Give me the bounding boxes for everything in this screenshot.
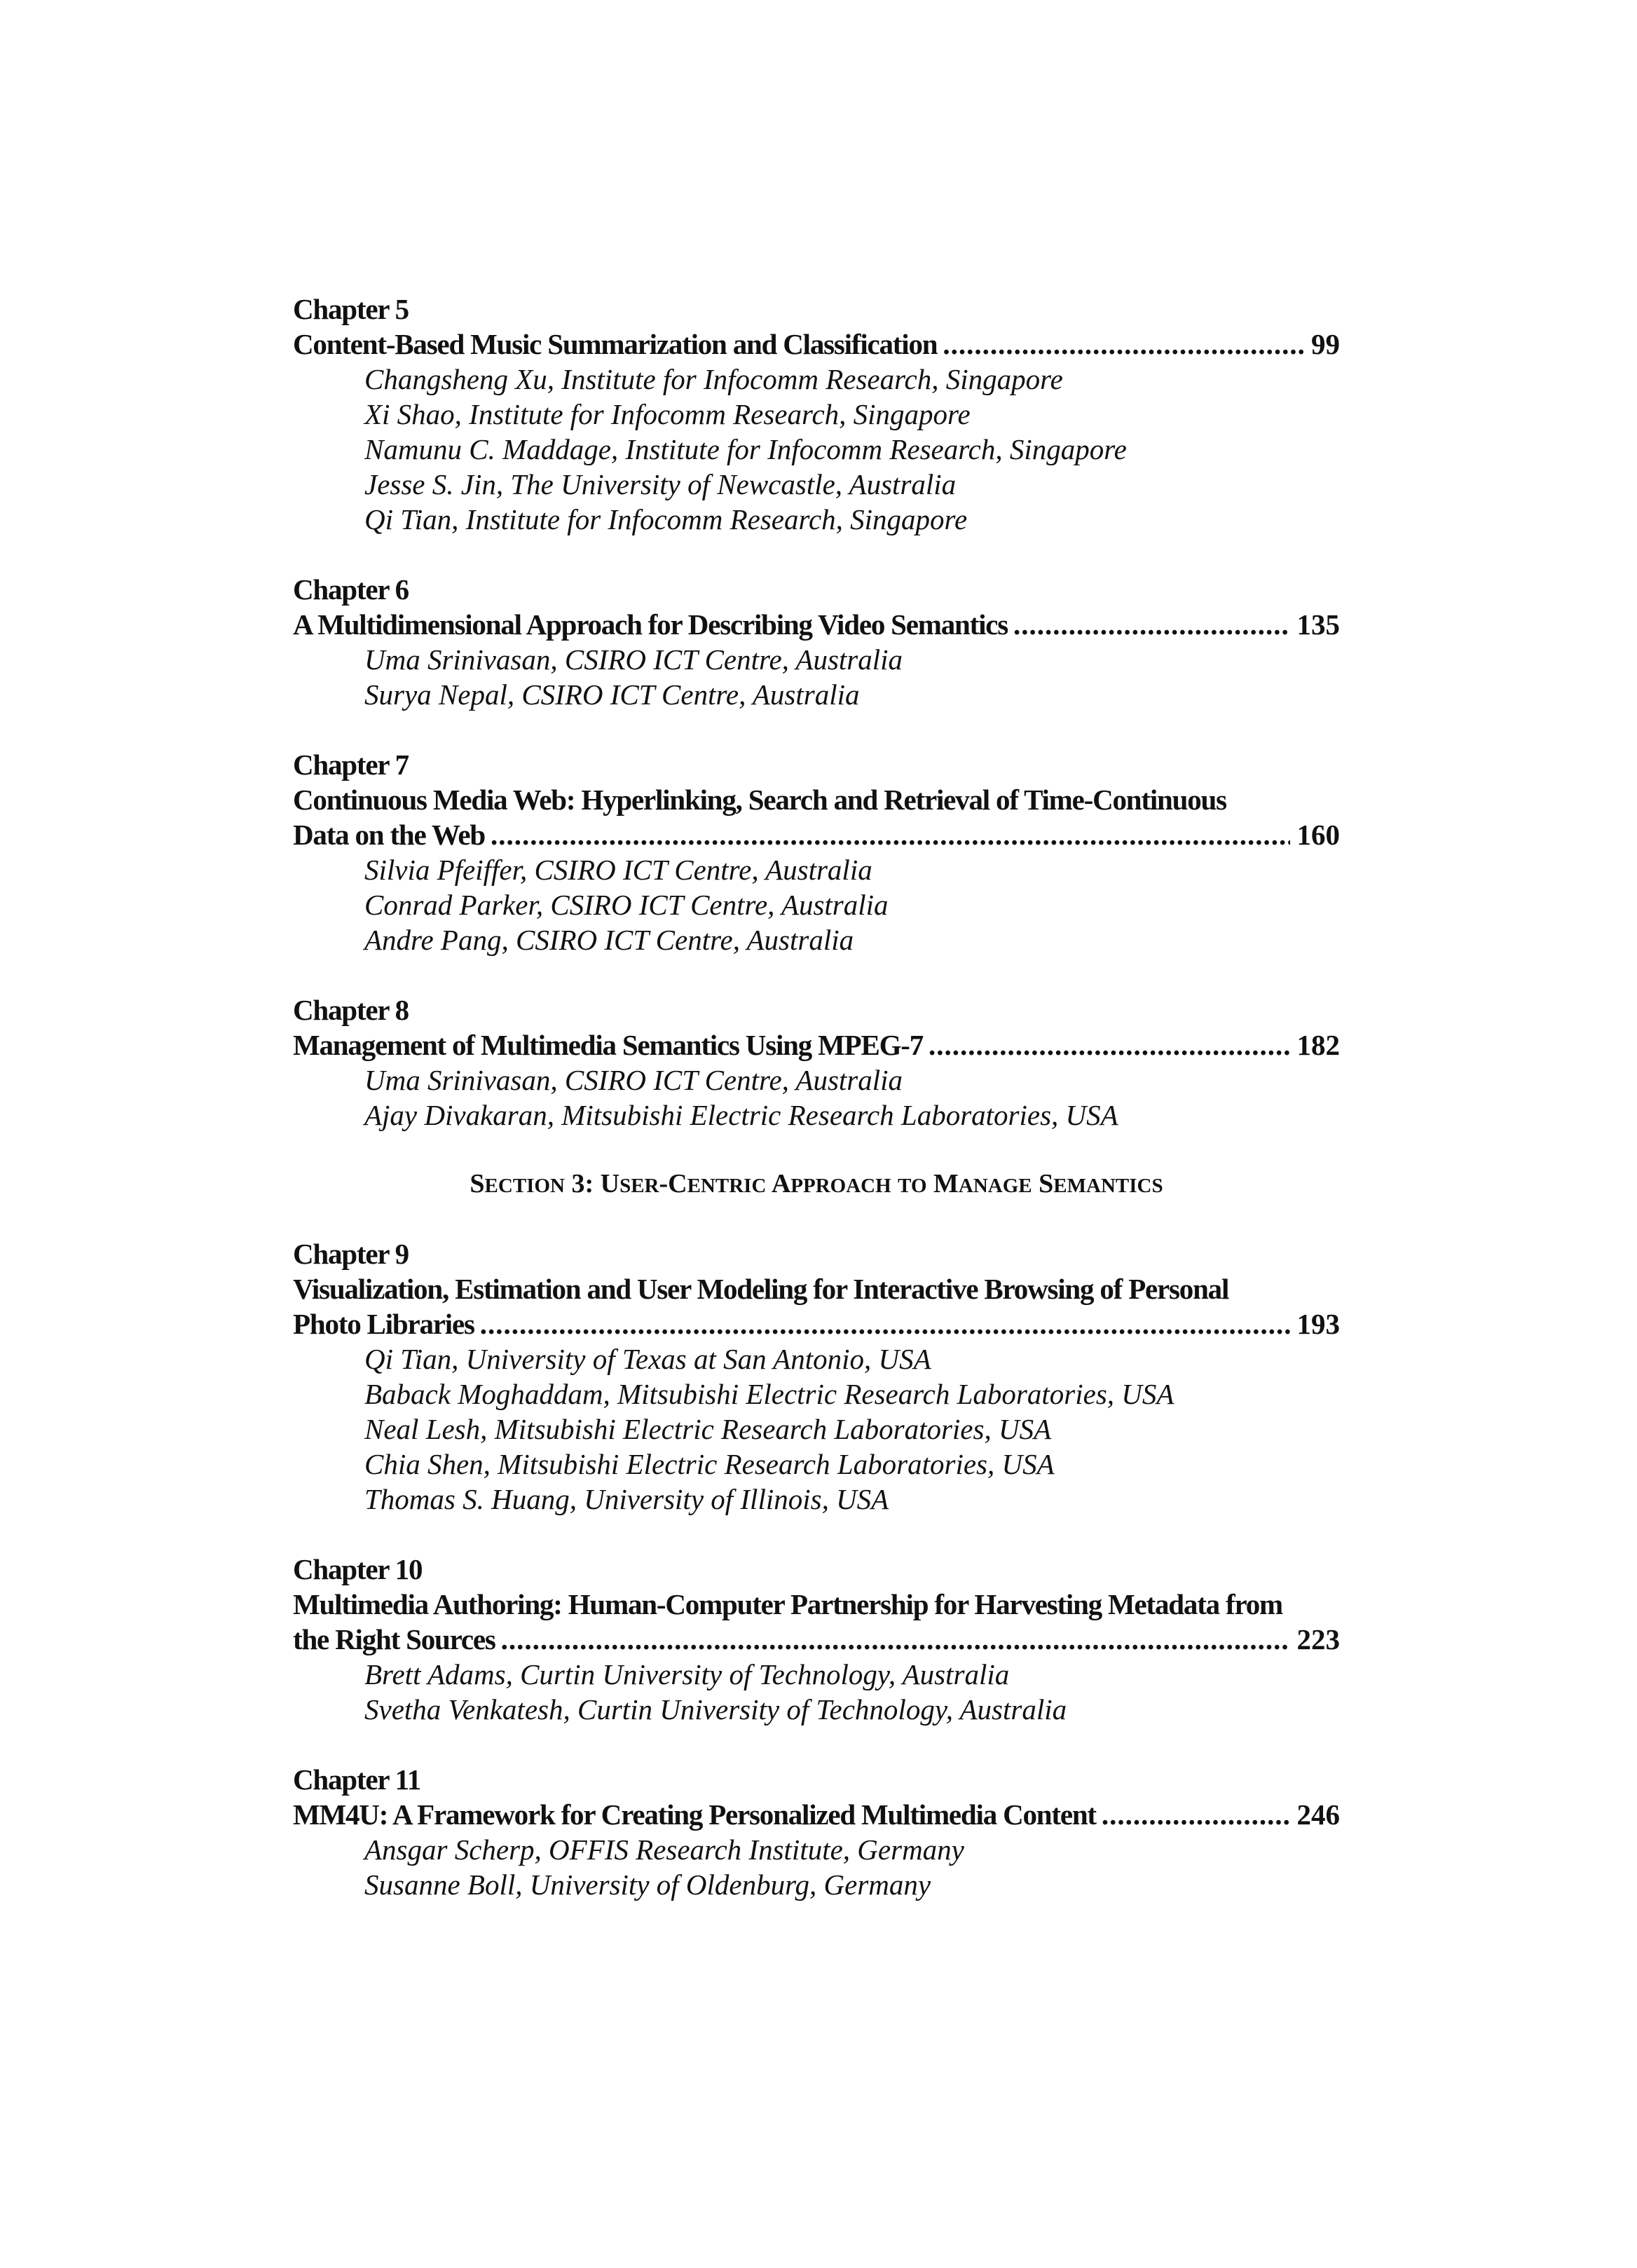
author-line: Changsheng Xu, Institute for Infocomm Research, Singapore (364, 363, 1063, 395)
chapter-label: Chapter 6 (293, 573, 409, 606)
author-line: Qi Tian, Institute for Infocomm Research, Singapore (364, 503, 968, 535)
chapter-title: Data on the Web (293, 819, 485, 851)
chapter-11-entry (293, 1762, 1340, 1902)
chapter-5-entry (293, 292, 1340, 537)
page-number: 193 (1296, 1308, 1340, 1340)
chapter-label: Chapter 7 (293, 749, 409, 781)
author-line: Chia Shen, Mitsubishi Electric Research Laboratories, USA (364, 1448, 1055, 1480)
section-heading-part: ENTRIC (687, 1175, 767, 1197)
section-heading-part: S (1039, 1169, 1054, 1198)
page-number: 182 (1296, 1029, 1340, 1061)
chapter-title: Photo Libraries (293, 1308, 474, 1340)
author-line: Andre Pang, CSIRO ICT Centre, Australia (364, 924, 854, 956)
author-line: Ajay Divakaran, Mitsubishi Electric Research Laboratories, USA (364, 1099, 1118, 1131)
author-line: Baback Moghaddam, Mitsubishi Electric Research Laboratories, USA (364, 1378, 1174, 1410)
table-of-contents (293, 292, 1340, 1902)
author-line: Ansgar Scherp, OFFIS Research Institute, Germany (364, 1833, 964, 1866)
section-heading-part: ECTION (484, 1175, 565, 1197)
dot-leader (501, 1622, 1290, 1657)
page-number: 135 (1296, 608, 1340, 641)
author-line: Uma Srinivasan, CSIRO ICT Centre, Australia (364, 1064, 903, 1096)
dot-leader (1013, 607, 1289, 642)
page-number: 223 (1296, 1623, 1340, 1655)
dot-leader (1102, 1797, 1290, 1832)
section-heading-part: S (470, 1169, 485, 1198)
chapter-title-row[interactable] (293, 1797, 1340, 1832)
dot-leader (929, 1027, 1289, 1063)
chapter-label: Chapter 8 (293, 994, 409, 1026)
chapter-7-entry (293, 747, 1340, 957)
page-number: 99 (1311, 328, 1340, 360)
chapter-label: Chapter 10 (293, 1553, 423, 1585)
chapter-title: Content-Based Music Summarization and Classification (293, 328, 938, 360)
section-heading-part: ANAGE (958, 1175, 1032, 1197)
chapter-title: Management of Multimedia Semantics Using MPEG-7 (293, 1029, 924, 1061)
author-line: Susanne Boll, University of Oldenburg, Germany (364, 1869, 931, 1901)
author-line: Surya Nepal, CSIRO ICT Centre, Australia (364, 678, 860, 711)
section-heading-part: TO (898, 1175, 927, 1197)
chapter-label: Chapter 5 (293, 293, 409, 325)
chapter-title-row[interactable] (293, 1027, 1340, 1063)
author-line: Neal Lesh, Mitsubishi Electric Research Laboratories, USA (364, 1413, 1052, 1445)
page-number: 160 (1296, 819, 1340, 851)
section-heading-part: A (771, 1169, 791, 1198)
chapter-title-row[interactable] (293, 1306, 1340, 1341)
chapter-label: Chapter 11 (293, 1763, 421, 1796)
chapter-label: Chapter 9 (293, 1238, 409, 1270)
dot-leader (491, 817, 1290, 852)
section-heading-part: SER (619, 1175, 659, 1197)
section-heading-part: EMANTICS (1053, 1175, 1163, 1197)
chapter-title: MM4U: A Framework for Creating Personalized Multimedia Content (293, 1798, 1096, 1831)
chapter-title-row[interactable] (293, 817, 1340, 852)
chapter-title-row[interactable] (293, 607, 1340, 642)
chapter-title: A Multidimensional Approach for Describing Video Semantics (293, 608, 1008, 641)
author-line: Conrad Parker, CSIRO ICT Centre, Australia (364, 889, 889, 921)
author-line: Qi Tian, University of Texas at San Antonio, USA (364, 1343, 931, 1375)
author-line: Thomas S. Huang, University of Illinois, USA (364, 1483, 889, 1515)
page-number: 246 (1296, 1798, 1340, 1831)
chapter-title-row[interactable] (293, 327, 1340, 362)
chapter-title-row[interactable] (293, 1622, 1340, 1657)
chapter-8-entry (293, 992, 1340, 1133)
section-heading-part: M (933, 1169, 959, 1198)
chapter-title-line[interactable]: Continuous Media Web: Hyperlinking, Search and Retrieval of Time-Continuous (293, 784, 1226, 816)
section-heading-part: PPROACH (790, 1175, 891, 1197)
chapter-6-entry (293, 572, 1340, 712)
chapter-title-line[interactable]: Multimedia Authoring: Human-Computer Partnership for Harvesting Metadata from (293, 1588, 1282, 1620)
author-line: Silvia Pfeiffer, CSIRO ICT Centre, Australia (364, 854, 872, 886)
chapter-10-entry (293, 1552, 1340, 1727)
section-heading (293, 1166, 1340, 1201)
author-line: Brett Adams, Curtin University of Technology, Australia (364, 1658, 1010, 1690)
author-line: Jesse S. Jin, The University of Newcastle, Australia (364, 468, 957, 500)
author-line: Svetha Venkatesh, Curtin University of Technology, Australia (364, 1693, 1067, 1726)
section-heading-part: 3: U (571, 1169, 620, 1198)
section-heading-part: -C (659, 1169, 687, 1198)
chapter-title: the Right Sources (293, 1623, 495, 1655)
author-line: Namunu C. Maddage, Institute for Infocomm Research, Singapore (364, 433, 1127, 465)
author-line: Uma Srinivasan, CSIRO ICT Centre, Australia (364, 643, 903, 676)
chapter-9-entry (293, 1236, 1340, 1517)
author-line: Xi Shao, Institute for Infocomm Research, Singapore (364, 398, 971, 430)
dot-leader (943, 327, 1304, 362)
chapter-title-line[interactable]: Visualization, Estimation and User Modeling for Interactive Browsing of Personal (293, 1273, 1229, 1305)
dot-leader (480, 1306, 1290, 1341)
